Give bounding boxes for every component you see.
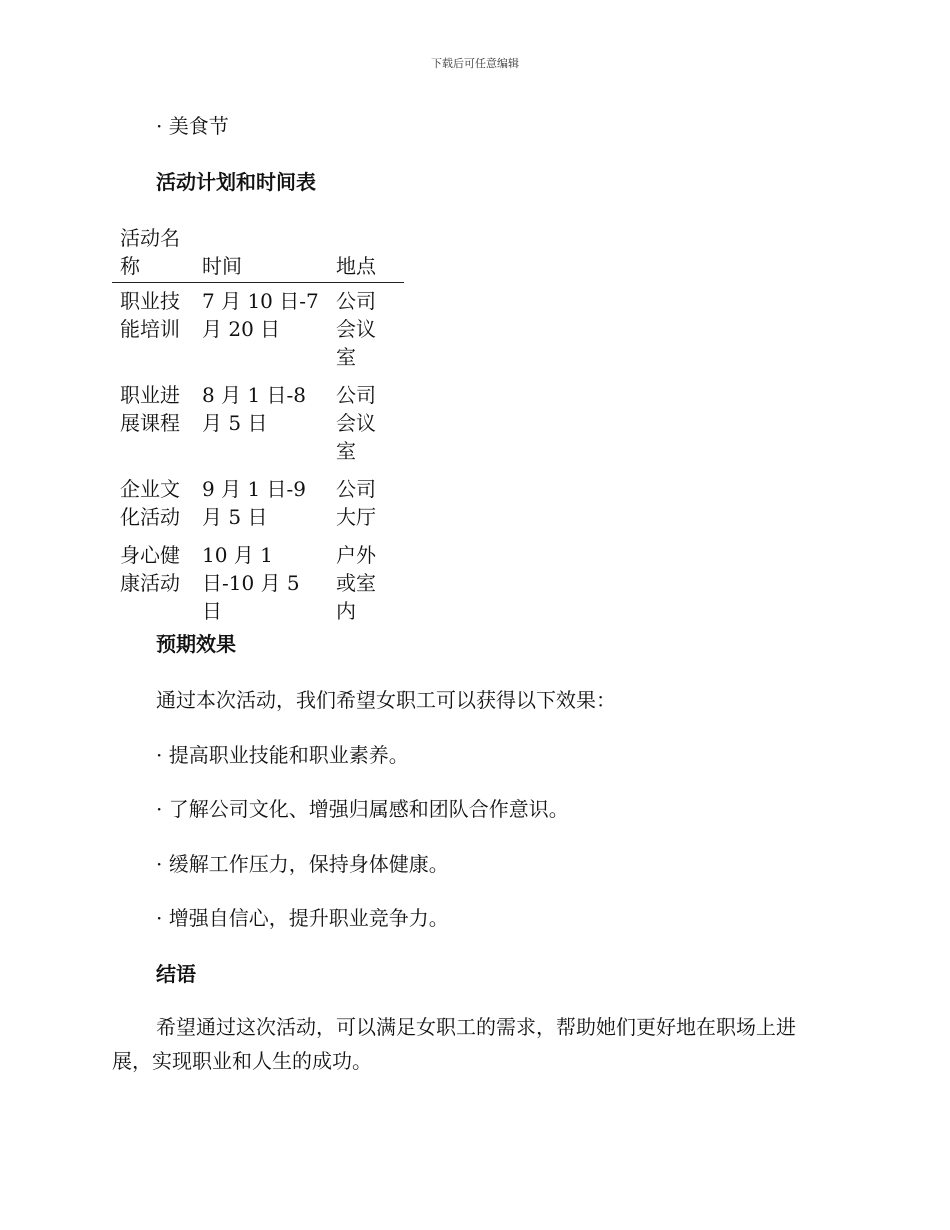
schedule-heading: 活动计划和时间表 xyxy=(156,170,316,194)
schedule-table xyxy=(112,224,404,631)
cell-location: 公司会议室 xyxy=(336,289,376,369)
effect-bullet: · 缓解工作压力，保持身体健康。 xyxy=(156,852,449,876)
cell-location: 户外或室内 xyxy=(336,543,376,623)
column-header-activity: 活动名称 xyxy=(112,224,202,283)
effect-bullet: · 提高职业技能和职业素养。 xyxy=(156,743,409,767)
bullet-food-festival: · 美食节 xyxy=(156,114,229,138)
effect-bullet: · 增强自信心，提升职业竞争力。 xyxy=(156,906,449,930)
effects-heading: 预期效果 xyxy=(156,632,236,656)
table-header-row xyxy=(112,224,404,283)
cell-time: 7 月 10 日-7 月 20 日 xyxy=(202,289,319,341)
table-row xyxy=(112,537,404,631)
column-header-time: 时间 xyxy=(202,224,336,283)
conclusion-heading: 结语 xyxy=(156,962,196,986)
table-row xyxy=(112,377,404,471)
cell-activity: 企业文化活动 xyxy=(120,477,180,529)
cell-location: 公司大厅 xyxy=(336,477,376,529)
effect-bullet: · 了解公司文化、增强归属感和团队合作意识。 xyxy=(156,797,569,821)
table-row xyxy=(112,283,404,378)
column-header-location: 地点 xyxy=(336,224,404,283)
conclusion-paragraph: 希望通过这次活动，可以满足女职工的需求，帮助她们更好地在职场上进展，实现职业和人生的成功。 xyxy=(112,1015,796,1073)
cell-activity: 身心健康活动 xyxy=(120,543,180,595)
cell-activity: 职业技能培训 xyxy=(120,289,180,341)
cell-time: 10 月 1 日-10 月 5 日 xyxy=(202,543,300,623)
effects-intro: 通过本次活动，我们希望女职工可以获得以下效果： xyxy=(156,688,616,712)
cell-time: 8 月 1 日-8 月 5 日 xyxy=(202,383,307,435)
cell-location: 公司会议室 xyxy=(336,383,376,463)
page-header-note: 下载后可任意编辑 xyxy=(431,57,519,70)
cell-activity: 职业进展课程 xyxy=(120,383,180,435)
cell-time: 9 月 1 日-9 月 5 日 xyxy=(202,477,307,529)
table-row xyxy=(112,471,404,537)
